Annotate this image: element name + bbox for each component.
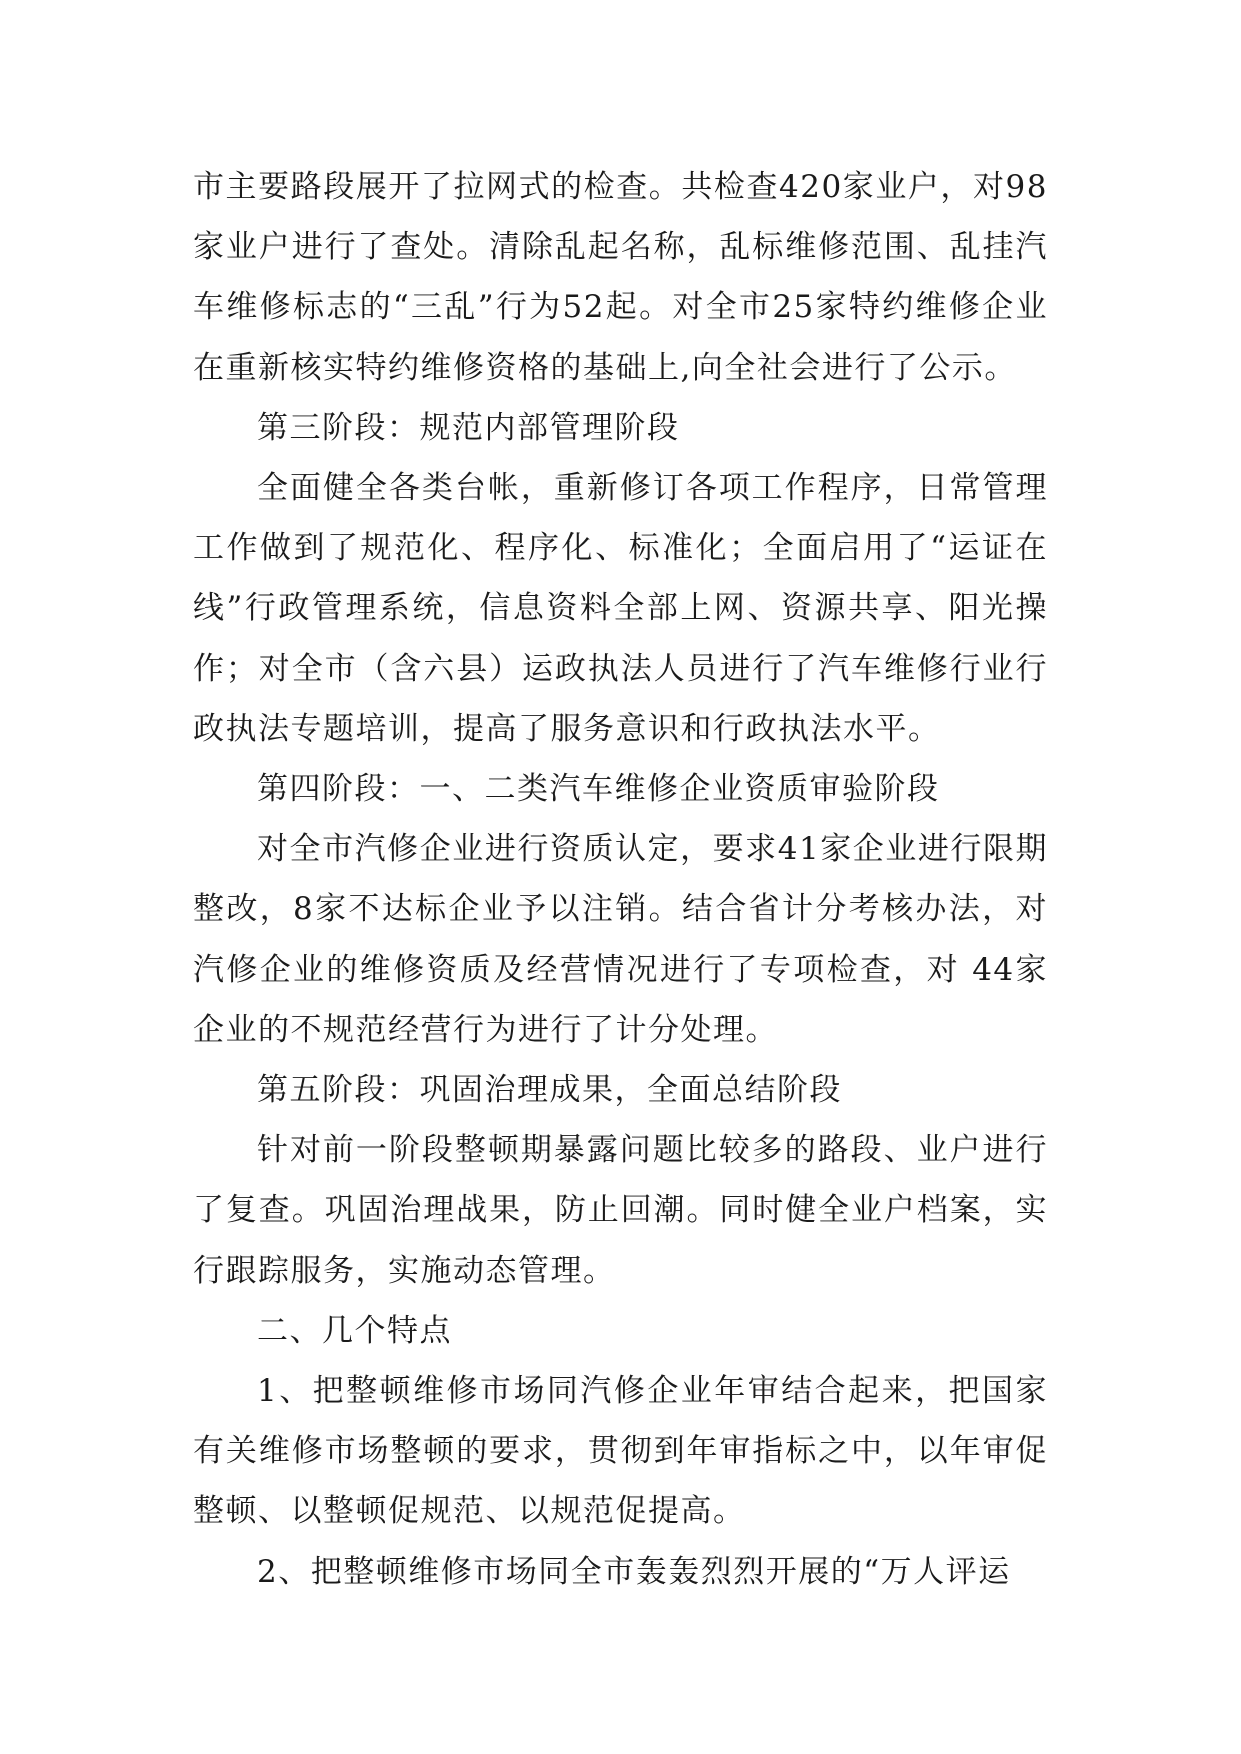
- paragraph-stage-4: 对全市汽修企业进行资质认定，要求41家企业进行限期整改，8家不达标企业予以注销。结合省计分考核办法，对汽修企业的维修资质及经营情况进行了专项检查，对 44家企业的不规范经营行为进行了计分处理。: [193, 831, 1048, 1048]
- paragraph-continuation: 市主要路段展开了拉网式的检查。共检查420家业户，对98家业户进行了查处。清除乱起名称，乱标维修范围、乱挂汽车维修标志的“三乱”行为52起。对全市25家特约维修企业在重新核实特约维修资格的基础上,向全社会进行了公示。: [193, 169, 1048, 386]
- paragraph-stage-5: 针对前一阶段整顿期暴露问题比较多的路段、业户进行了复查。巩固治理战果，防止回潮。同时健全业户档案，实行跟踪服务，实施动态管理。: [193, 1132, 1048, 1289]
- document-body: [193, 157, 1048, 1602]
- section-heading-stage-5: 第五阶段：巩固治理成果，全面总结阶段: [257, 1072, 842, 1109]
- paragraph-feature-1: 1、把整顿维修市场同汽修企业年审结合起来，把国家有关维修市场整顿的要求，贯彻到年审指标之中，以年审促整顿、以整顿促规范、以规范促提高。: [193, 1373, 1048, 1530]
- section-heading-stage-3: 第三阶段：规范内部管理阶段: [257, 409, 680, 446]
- section-heading-stage-4: 第四阶段：一、二类汽车维修企业资质审验阶段: [257, 771, 940, 808]
- paragraph-stage-3: 全面健全各类台帐，重新修订各项工作程序，日常管理工作做到了规范化、程序化、标准化；全面启用了“运证在线”行政管理系统，信息资料全部上网、资源共享、阳光操作；对全市（含六县）运政执法人员进行了汽车维修行业行政执法专题培训，提高了服务意识和行政执法水平。: [193, 470, 1048, 747]
- paragraph-feature-2: 2、把整顿维修市场同全市轰轰烈烈开展的“万人评运: [257, 1553, 1011, 1590]
- section-heading-features: 二、几个特点: [257, 1312, 452, 1349]
